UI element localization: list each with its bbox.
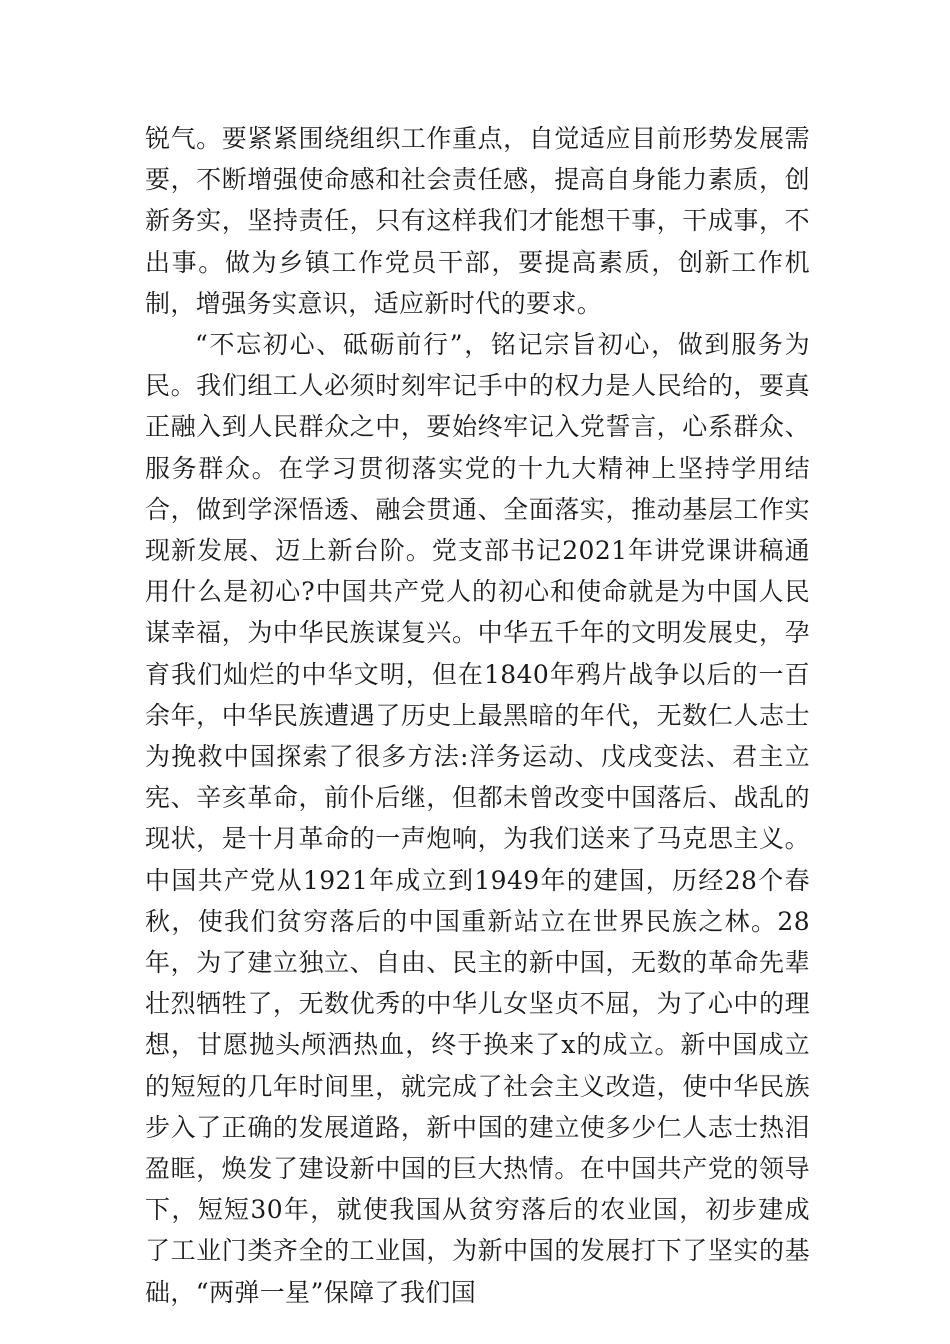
document-page xyxy=(145,118,810,1313)
paragraph-1: 锐气。要紧紧围绕组织工作重点，自觉适应目前形势发展需要，不断增强使命感和社会责任感，提高自身能力素质，创新务实，坚持责任，只有这样我们才能想干事，干成事，不出事。做为乡镇工作党员干部，要提高素质，创新工作机制，增强务实意识，适应新时代的要求。 xyxy=(145,124,810,318)
paragraph-2: “不忘初心、砥砺前行”，铭记宗旨初心，做到服务为民。我们组工人必须时刻牢记手中的权力是人民给的，要真正融入到人民群众之中，要始终牢记入党誓言，心系群众、服务群众。在学习贯彻落实党的十九大精神上坚持学用结合，做到学深悟透、融会贯通、全面落实，推动基层工作实现新发展、迈上新台阶。党支部书记2021年讲党课讲稿通用什么是初心?中国共产党人的初心和使命就是为中国人民谋幸福，为中华民族谋复兴。中华五千年的文明发展史，孕育我们灿烂的中华文明，但在1840年鸦片战争以后的一百余年，中华民族遭遇了历史上最黑暗的年代，无数仁人志士为挽救中国探索了很多方法:洋务运动、戊戌变法、君主立宪、辛亥革命，前仆后继，但都未曾改变中国落后、战乱的现状，是十月革命的一声炮响，为我们送来了马克思主义。中国共产党从1921年成立到1949年的建国，历经28个春秋，使我们贫穷落后的中国重新站立在世界民族之林。28年，为了建立独立、自由、民主的新中国，无数的革命先辈壮烈牺牲了，无数优秀的中华儿女坚贞不屈，为了心中的理想，甘愿抛头颅洒热血，终于换来了x的成立。新中国成立的短短的几年时间里，就完成了社会主义改造，使中华民族步入了正确的发展道路，新中国的建立使多少仁人志士热泪盈眶，焕发了建设新中国的巨大热情。在中国共产党的领导下，短短30年，就使我国从贫穷落后的农业国，初步建成了工业门类齐全的工业国，为新中国的发展打下了坚实的基础，“两弹一星”保障了我们国 xyxy=(145,330,810,1307)
